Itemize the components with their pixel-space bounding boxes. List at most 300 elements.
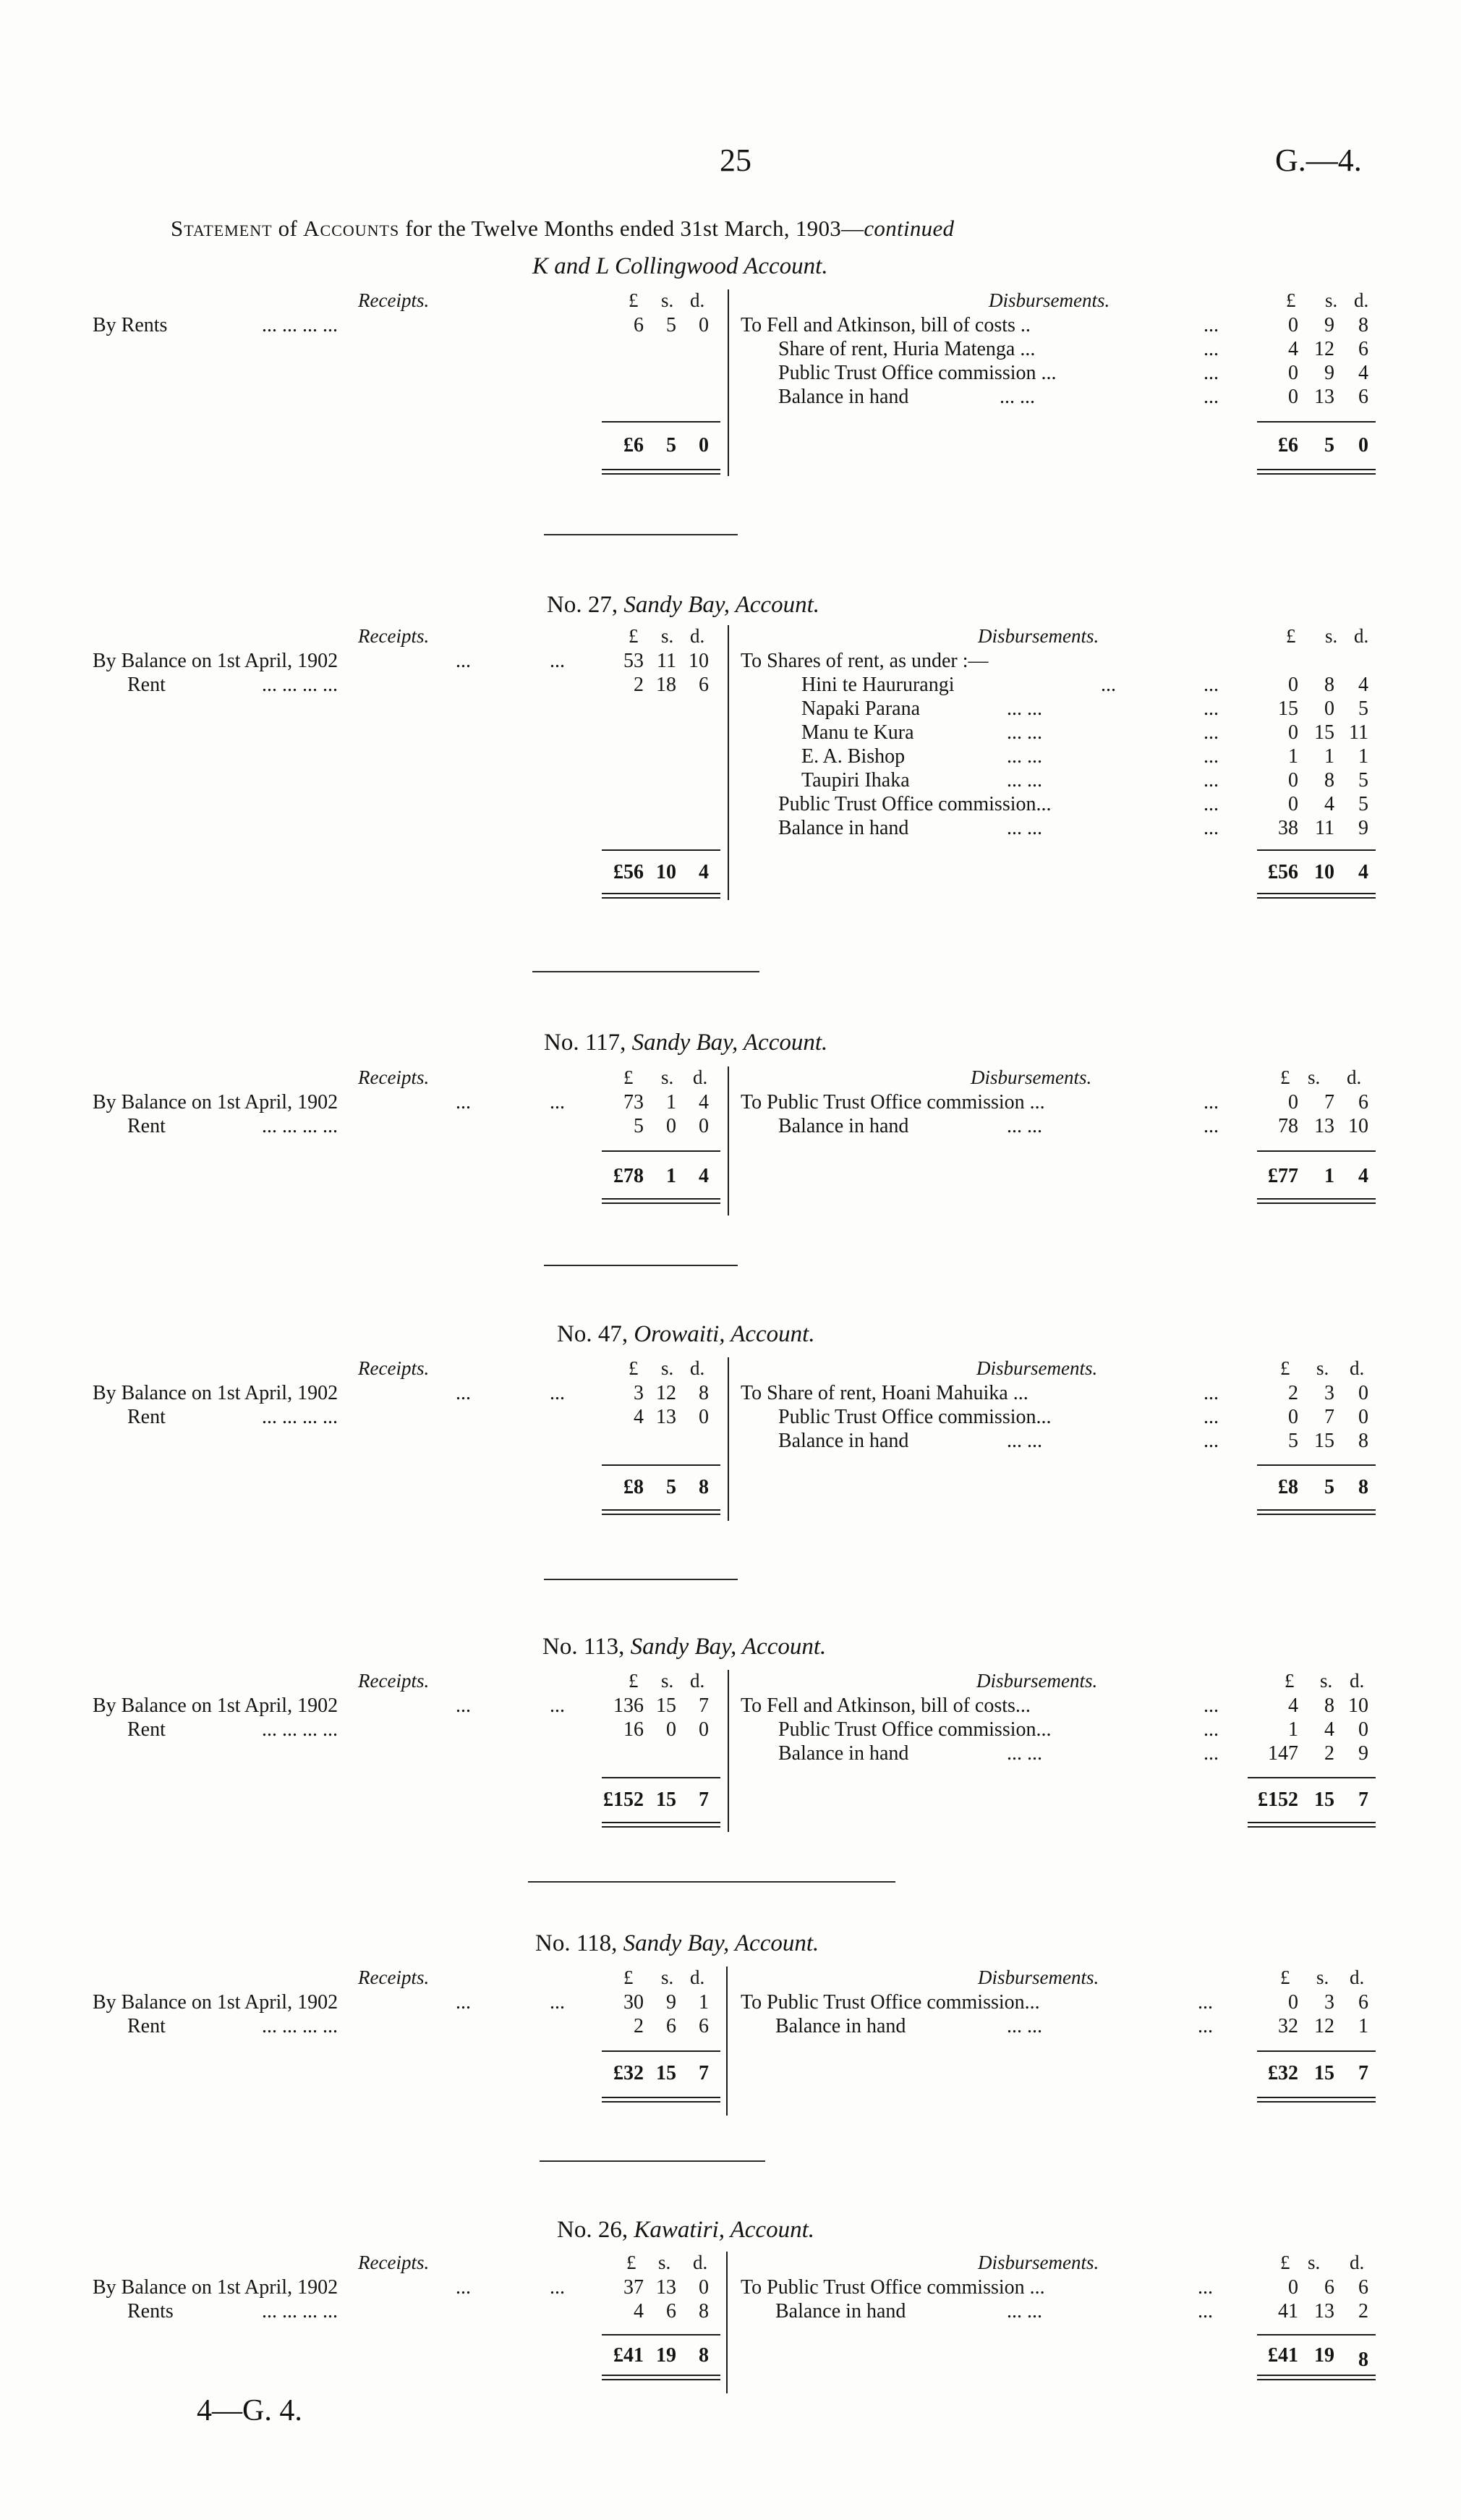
pence-value: 0 [1358,1718,1368,1741]
receipts-total-pence: 4 [699,861,709,883]
pence-header: d. [690,1357,705,1379]
leader-dots: ... [1204,338,1219,360]
leader-dots: ... ... [1007,697,1042,720]
shillings-header: s. [661,625,674,647]
pounds-value: 0 [1288,2276,1298,2299]
receipt-label: By Balance on 1st April, 1902 [93,2276,338,2299]
shillings-header: s. [1325,289,1338,311]
leader-dots: ... ... [1007,769,1042,792]
pence-value: 8 [1358,314,1368,336]
disbursement-label: To Public Trust Office commission... [741,1991,1040,2014]
disbursement-label: Balance in hand [775,2015,906,2037]
pound-header: £ [629,289,639,311]
section-separator [544,534,738,535]
pence-value: 6 [699,674,709,696]
disbursements-caption: Disbursements. [978,2252,1099,2273]
account-title [547,592,819,619]
leader-dots: ... [1204,1742,1219,1765]
pound-header: £ [1280,1967,1290,1988]
receipts-caption: Receipts. [358,1357,430,1379]
shillings-value: 2 [1324,1742,1334,1765]
disbursements-total-shillings: 15 [1314,2062,1334,2084]
shillings-header: s. [1308,2252,1321,2273]
pound-header: £ [1285,1670,1295,1692]
pounds-value: 2 [634,2015,644,2037]
leader-dots: ... [456,650,471,672]
pence-value: 0 [699,2276,709,2299]
page-number: 25 [720,143,751,178]
pound-header: £ [623,1066,634,1088]
pounds-value: 1 [1288,1718,1298,1741]
disbursement-label: To Public Trust Office commission ... [741,2276,1045,2299]
pence-value: 8 [699,1382,709,1404]
leader-dots: ... [550,2276,565,2299]
shillings-header: s. [661,289,674,311]
disbursement-label: Balance in hand [778,1430,909,1452]
shillings-header: s. [1308,1066,1321,1088]
receipts-total-pence: 8 [699,2344,709,2367]
disbursement-label: To Public Trust Office commission ... [741,1091,1045,1113]
disbursement-label: To Share of rent, Hoani Mahuika ... [741,1382,1028,1404]
shillings-value: 7 [1324,1091,1334,1113]
receipt-label: Rent [127,1718,166,1741]
pounds-value: 5 [634,1115,644,1137]
pence-value: 0 [699,314,709,336]
pence-header: d. [690,1670,705,1692]
leader-dots: ... [1204,745,1219,768]
leader-dots: ... [1204,769,1219,792]
leader-dots: ... ... ... ... [262,1115,338,1137]
pence-value: 10 [1348,1694,1368,1717]
disbursement-label: Balance in hand [778,386,909,408]
disbursements-total-pounds: £41 [1268,2344,1298,2367]
pence-value: 6 [1358,386,1368,408]
shillings-value: 3 [1324,1991,1334,2014]
title-word-statement: Statement [171,216,273,241]
shillings-value: 5 [666,314,676,336]
receipts-caption: Receipts. [358,289,430,311]
leader-dots: ... [1204,793,1219,815]
leader-dots: ... [456,1694,471,1717]
leader-dots: ... [1198,1991,1213,2014]
pounds-value: 0 [1288,793,1298,815]
leader-dots: ... [550,1694,565,1717]
shillings-value: 6 [666,2015,676,2037]
shillings-value: 6 [1324,2276,1334,2299]
pence-value: 6 [699,2015,709,2037]
section-separator [544,1265,738,1266]
receipt-label: Rent [127,1406,166,1428]
section-separator [532,971,759,972]
leader-dots: ... ... [1007,1430,1042,1452]
pence-value: 1 [1358,2015,1368,2037]
shillings-value: 11 [657,650,676,672]
leader-dots: ... [1204,721,1219,744]
account-place: Kawatiri, Account. [634,2217,814,2243]
shillings-header: s. [661,1967,674,1988]
account-title [535,1930,819,1957]
receipts-total-pence: 7 [699,1789,709,1811]
leader-dots: ... [1204,386,1219,408]
shillings-value: 13 [656,2276,676,2299]
leader-dots: ... ... ... ... [262,1718,338,1741]
receipts-total-pounds: £6 [623,434,644,457]
pounds-value: 0 [1288,721,1298,744]
section-separator [540,2160,765,2162]
pence-value: 1 [1358,745,1368,768]
pound-header: £ [623,1967,634,1988]
disbursement-label: Taupiri Ihaka [801,769,910,792]
pence-header: d. [1347,1066,1362,1088]
disbursements-total-pence: 4 [1358,861,1368,883]
shillings-value: 0 [666,1115,676,1137]
pence-header: d. [690,1967,705,1988]
disbursements-total-shillings: 10 [1314,861,1334,883]
pence-value: 11 [1349,721,1368,744]
disbursements-total-pounds: £6 [1278,434,1298,457]
pounds-value: 38 [1278,817,1298,839]
pence-value: 4 [1358,674,1368,696]
pounds-value: 37 [623,2276,644,2299]
disbursements-total-pounds: £152 [1258,1789,1298,1811]
pounds-value: 147 [1268,1742,1298,1765]
shillings-value: 15 [656,1694,676,1717]
pounds-value: 4 [634,2300,644,2322]
disbursements-total-shillings: 19 [1314,2344,1334,2367]
pence-value: 4 [699,1091,709,1113]
leader-dots: ... [550,1991,565,2014]
disbursement-label: Share of rent, Huria Matenga ... [778,338,1036,360]
pence-value: 9 [1358,817,1368,839]
receipts-caption: Receipts. [358,2252,430,2273]
receipts-total-shillings: 15 [656,2062,676,2084]
receipts-total-pounds: £56 [613,861,644,883]
disbursement-label: Balance in hand [778,1742,909,1765]
shillings-value: 13 [1314,2300,1334,2322]
receipts-total-pence: 4 [699,1165,709,1187]
receipt-label: Rents [127,2300,174,2322]
pence-value: 6 [1358,2276,1368,2299]
leader-dots: ... ... [1007,1742,1042,1765]
account-number: No. 26, [557,2217,629,2243]
pence-header: d. [690,289,705,311]
disbursement-label: Public Trust Office commission... [778,793,1052,815]
leader-dots: ... ... [1000,386,1035,408]
account-place: Sandy Bay, Account. [630,1634,827,1660]
disbursement-label: Hini te Haururangi [801,674,955,696]
leader-dots: ... [1198,2015,1213,2037]
disbursements-caption: Disbursements. [978,625,1099,647]
disbursements-total-pence: 4 [1358,1165,1368,1187]
pence-value: 0 [699,1406,709,1428]
disbursements-total-pence: 8 [1358,1476,1368,1498]
disbursement-label: Napaki Parana [801,697,921,720]
leader-dots: ... ... [1007,1115,1042,1137]
shillings-value: 11 [1315,817,1334,839]
shillings-value: 8 [1324,674,1334,696]
receipts-total-pounds: £78 [613,1165,644,1187]
leader-dots: ... [1204,1115,1219,1137]
shillings-value: 13 [1314,1115,1334,1137]
leader-dots: ... [1101,674,1116,696]
leader-dots: ... [1204,817,1219,839]
shillings-value: 3 [1324,1382,1334,1404]
shillings-header: s. [1316,1967,1329,1988]
pound-header: £ [629,1670,639,1692]
pound-header: £ [1280,2252,1290,2273]
pounds-value: 0 [1288,362,1298,384]
pence-value: 6 [1358,1991,1368,2014]
receipt-label: Rent [127,674,166,696]
pence-value: 5 [1358,769,1368,792]
receipt-label: By Balance on 1st April, 1902 [93,650,338,672]
shillings-header: s. [661,1670,674,1692]
leader-dots: ... [456,1382,471,1404]
pound-header: £ [629,625,639,647]
receipt-label: By Balance on 1st April, 1902 [93,1091,338,1113]
document-code: G.—4. [1275,143,1362,178]
leader-dots: ... ... [1007,2015,1042,2037]
shillings-header: s. [661,1357,674,1379]
disbursement-label: E. A. Bishop [801,745,906,768]
pence-header: d. [1350,2252,1365,2273]
leader-dots: ... ... ... ... [262,314,338,336]
pounds-value: 0 [1288,386,1298,408]
disbursements-total-pence: 0 [1358,434,1368,457]
pounds-value: 53 [623,650,644,672]
disbursement-label: Manu te Kura [801,721,914,744]
receipts-total-pence: 0 [699,434,709,457]
disbursement-label: Public Trust Office commission ... [778,362,1057,384]
receipts-caption: Receipts. [358,1066,430,1088]
account-number: No. 47, [557,1321,629,1347]
disbursement-label: Balance in hand [778,817,909,839]
pounds-value: 0 [1288,674,1298,696]
leader-dots: ... ... ... ... [262,2015,338,2037]
shillings-value: 8 [1324,769,1334,792]
receipts-total-pence: 8 [699,1476,709,1498]
receipt-label: Rent [127,2015,166,2037]
statement-title [171,216,954,242]
shillings-value: 9 [1324,362,1334,384]
pence-value: 0 [699,1718,709,1741]
shillings-value: 4 [1324,1718,1334,1741]
shillings-value: 8 [1324,1694,1334,1717]
title-continued: continued [864,216,955,241]
pounds-value: 4 [1288,338,1298,360]
disbursements-caption: Disbursements. [976,1357,1098,1379]
disbursements-caption: Disbursements. [971,1066,1092,1088]
leader-dots: ... [550,1382,565,1404]
receipts-total-shillings: 1 [666,1165,676,1187]
pence-header: d. [693,1066,708,1088]
pounds-value: 15 [1278,697,1298,720]
shillings-value: 1 [1324,745,1334,768]
account-number: No. 113, [542,1634,625,1660]
leader-dots: ... [1204,1694,1219,1717]
leader-dots: ... [1204,1406,1219,1428]
printer-signature: 4—G. 4. [197,2394,302,2427]
pence-value: 6 [1358,338,1368,360]
shillings-value: 0 [1324,697,1334,720]
leader-dots: ... [1204,674,1219,696]
leader-dots: ... ... [1007,745,1042,768]
disbursement-label: Balance in hand [775,2300,906,2322]
leader-dots: ... ... [1007,2300,1042,2322]
receipt-label: By Balance on 1st April, 1902 [93,1382,338,1404]
pence-value: 0 [1358,1382,1368,1404]
disbursements-total-pounds: £56 [1268,861,1298,883]
disbursements-total-pence: 7 [1358,2062,1368,2084]
account-title [542,1634,826,1660]
pence-value: 7 [699,1694,709,1717]
receipts-total-shillings: 15 [656,1789,676,1811]
account-number: No. 118, [535,1930,618,1956]
pence-value: 9 [1358,1742,1368,1765]
disbursements-total-pounds: £77 [1268,1165,1298,1187]
pounds-value: 2 [1288,1382,1298,1404]
shillings-value: 12 [1314,338,1334,360]
leader-dots: ... [456,2276,471,2299]
disbursements-total-shillings: 5 [1324,1476,1334,1498]
leader-dots: ... [456,1091,471,1113]
pound-header: £ [1280,1066,1290,1088]
disbursements-total-pounds: £32 [1268,2062,1298,2084]
leader-dots: ... [550,650,565,672]
shillings-header: s. [658,2252,671,2273]
pounds-value: 32 [1278,2015,1298,2037]
receipts-total-pounds: £8 [623,1476,644,1498]
pounds-value: 2 [634,674,644,696]
pounds-value: 0 [1288,1406,1298,1428]
pound-header: £ [626,2252,636,2273]
pounds-value: 4 [1288,1694,1298,1717]
pounds-value: 0 [1288,1991,1298,2014]
pounds-value: 0 [1288,314,1298,336]
pence-header: d. [1350,1670,1365,1692]
disbursement-label: To Fell and Atkinson, bill of costs... [741,1694,1031,1717]
pence-header: d. [1350,1357,1365,1379]
pounds-value: 3 [634,1382,644,1404]
pence-value: 0 [699,1115,709,1137]
account-title [544,1030,827,1056]
title-main: for the Twelve Months ended 31st March, 1903— [405,216,864,241]
receipts-total-shillings: 10 [656,861,676,883]
title-word-accounts: Accounts [303,216,400,241]
disbursement-label: Public Trust Office commission... [778,1718,1052,1741]
account-place: Sandy Bay, Account. [623,1930,819,1956]
receipt-label: By Balance on 1st April, 1902 [93,1694,338,1717]
shillings-value: 0 [666,1718,676,1741]
pence-header: d. [690,625,705,647]
disbursement-label: To Fell and Atkinson, bill of costs .. [741,314,1031,336]
pounds-value: 1 [1288,745,1298,768]
disbursements-total-shillings: 5 [1324,434,1334,457]
pence-value: 4 [1358,362,1368,384]
leader-dots: ... [550,1091,565,1113]
pound-header: £ [1280,1357,1290,1379]
leader-dots: ... [1198,2300,1213,2322]
leader-dots: ... [456,1991,471,2014]
pence-value: 6 [1358,1091,1368,1113]
receipts-total-pence: 7 [699,2062,709,2084]
pence-header: d. [1350,1967,1365,1988]
pound-header: £ [1286,625,1296,647]
shillings-value: 18 [656,674,676,696]
shillings-header: s. [1325,625,1338,647]
pence-header: d. [693,2252,708,2273]
disbursements-caption: Disbursements. [989,289,1110,311]
pounds-value: 30 [623,1991,644,2014]
leader-dots: ... ... ... ... [262,2300,338,2322]
pounds-value: 16 [623,1718,644,1741]
pence-value: 10 [689,650,709,672]
shillings-header: s. [1316,1357,1329,1379]
account-number: No. 117, [544,1030,626,1056]
pence-header: d. [1354,289,1369,311]
pound-header: £ [1286,289,1296,311]
receipt-label: By Rents [93,314,168,336]
account-number: No. 27, [547,592,618,618]
pounds-value: 6 [634,314,644,336]
receipts-caption: Receipts. [358,1967,430,1988]
section-separator [528,1881,895,1883]
disbursements-total-pence: 8 [1358,2349,1368,2371]
pence-value: 1 [699,1991,709,2014]
account-place: Sandy Bay, Account. [623,592,819,618]
pence-header: d. [1354,625,1369,647]
receipt-label: By Balance on 1st April, 1902 [93,1991,338,2014]
pence-value: 5 [1358,793,1368,815]
leader-dots: ... [1204,1718,1219,1741]
pounds-value: 0 [1288,1091,1298,1113]
disbursements-caption: Disbursements. [976,1670,1098,1692]
section-separator [544,1579,738,1580]
disbursement-label: Balance in hand [778,1115,909,1137]
receipts-total-shillings: 19 [656,2344,676,2367]
shillings-value: 4 [1324,793,1334,815]
receipts-total-shillings: 5 [666,434,676,457]
pence-value: 8 [699,2300,709,2322]
disbursements-total-pounds: £8 [1278,1476,1298,1498]
leader-dots: ... [1204,1091,1219,1113]
leader-dots: ... [1198,2276,1213,2299]
shillings-value: 13 [656,1406,676,1428]
pound-header: £ [629,1357,639,1379]
pounds-value: 78 [1278,1115,1298,1137]
leader-dots: ... [1204,362,1219,384]
shillings-value: 1 [666,1091,676,1113]
leader-dots: ... [1204,314,1219,336]
pence-value: 0 [1358,1406,1368,1428]
shillings-value: 9 [1324,314,1334,336]
pence-value: 2 [1358,2300,1368,2322]
shillings-header: s. [661,1066,674,1088]
disbursements-total-shillings: 15 [1314,1789,1334,1811]
shillings-value: 13 [1314,386,1334,408]
receipts-caption: Receipts. [358,1670,430,1692]
leader-dots: ... [1204,697,1219,720]
receipts-total-pounds: £32 [613,2062,644,2084]
leader-dots: ... [1204,1382,1219,1404]
pence-value: 10 [1348,1115,1368,1137]
pounds-value: 73 [623,1091,644,1113]
leader-dots: ... [1204,1430,1219,1452]
disbursements-total-pence: 7 [1358,1789,1368,1811]
account-title [557,1321,815,1348]
shillings-value: 12 [656,1382,676,1404]
pounds-value: 4 [634,1406,644,1428]
